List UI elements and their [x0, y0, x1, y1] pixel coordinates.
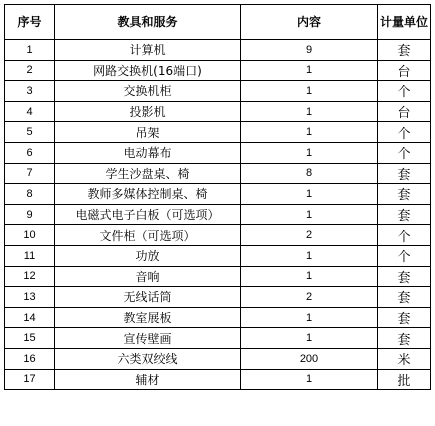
item-unit: 套 — [378, 40, 431, 61]
row-number: 2 — [5, 60, 55, 81]
item-quantity: 1 — [241, 369, 378, 390]
table-row — [5, 328, 431, 349]
item-quantity: 1 — [241, 245, 378, 266]
row-number: 15 — [5, 328, 55, 349]
row-number: 13 — [5, 287, 55, 308]
item-unit: 个 — [378, 142, 431, 163]
item-quantity: 1 — [241, 307, 378, 328]
table-row — [5, 81, 431, 102]
item-quantity: 1 — [241, 328, 378, 349]
table-row — [5, 40, 431, 61]
row-number: 7 — [5, 163, 55, 184]
item-quantity: 1 — [241, 142, 378, 163]
header-unit: 计量单位 — [378, 5, 431, 40]
row-number: 17 — [5, 369, 55, 390]
equipment-table — [4, 4, 431, 390]
item-name: 交换机柜 — [55, 81, 241, 102]
item-name: 学生沙盘桌、椅 — [55, 163, 241, 184]
item-name: 网路交换机(16端口) — [55, 60, 241, 81]
table-row — [5, 307, 431, 328]
table-row — [5, 163, 431, 184]
item-name: 无线话筒 — [55, 287, 241, 308]
item-name: 计算机 — [55, 40, 241, 61]
table-row — [5, 101, 431, 122]
item-quantity: 1 — [241, 60, 378, 81]
row-number: 9 — [5, 204, 55, 225]
row-number: 1 — [5, 40, 55, 61]
item-name: 辅材 — [55, 369, 241, 390]
item-unit: 套 — [378, 266, 431, 287]
item-unit: 个 — [378, 225, 431, 246]
row-number: 16 — [5, 348, 55, 369]
item-quantity: 1 — [241, 101, 378, 122]
header-no: 序号 — [5, 5, 55, 40]
item-name: 宣传壁画 — [55, 328, 241, 349]
item-unit: 套 — [378, 307, 431, 328]
table-body — [5, 40, 431, 390]
table-row — [5, 245, 431, 266]
table-row — [5, 266, 431, 287]
row-number: 8 — [5, 184, 55, 205]
item-name: 文件柜（可选项） — [55, 225, 241, 246]
item-name: 电动幕布 — [55, 142, 241, 163]
item-unit: 米 — [378, 348, 431, 369]
item-name: 教室展板 — [55, 307, 241, 328]
row-number: 11 — [5, 245, 55, 266]
table-row — [5, 204, 431, 225]
item-name: 吊架 — [55, 122, 241, 143]
item-unit: 个 — [378, 81, 431, 102]
table-row — [5, 369, 431, 390]
item-quantity: 8 — [241, 163, 378, 184]
row-number: 12 — [5, 266, 55, 287]
item-unit: 批 — [378, 369, 431, 390]
header-name: 教具和服务 — [55, 5, 241, 40]
item-quantity: 9 — [241, 40, 378, 61]
item-quantity: 1 — [241, 81, 378, 102]
table-row — [5, 287, 431, 308]
table-row — [5, 60, 431, 81]
item-unit: 套 — [378, 287, 431, 308]
table-row — [5, 184, 431, 205]
equipment-table-container — [4, 4, 430, 390]
table-header-row — [5, 5, 431, 40]
item-quantity: 1 — [241, 122, 378, 143]
item-unit: 个 — [378, 122, 431, 143]
item-unit: 套 — [378, 184, 431, 205]
item-quantity: 1 — [241, 266, 378, 287]
row-number: 4 — [5, 101, 55, 122]
table-row — [5, 225, 431, 246]
item-unit: 台 — [378, 60, 431, 81]
item-name: 功放 — [55, 245, 241, 266]
item-name: 教师多媒体控制桌、椅 — [55, 184, 241, 205]
row-number: 10 — [5, 225, 55, 246]
item-quantity: 2 — [241, 287, 378, 308]
item-unit: 套 — [378, 328, 431, 349]
item-name: 音响 — [55, 266, 241, 287]
item-quantity: 2 — [241, 225, 378, 246]
item-quantity: 1 — [241, 204, 378, 225]
row-number: 14 — [5, 307, 55, 328]
table-row — [5, 348, 431, 369]
row-number: 3 — [5, 81, 55, 102]
item-unit: 套 — [378, 163, 431, 184]
item-unit: 台 — [378, 101, 431, 122]
item-name: 六类双绞线 — [55, 348, 241, 369]
table-row — [5, 142, 431, 163]
header-qty: 内容 — [241, 5, 378, 40]
item-unit: 套 — [378, 204, 431, 225]
item-name: 电磁式电子白板（可选项） — [55, 204, 241, 225]
item-name: 投影机 — [55, 101, 241, 122]
item-unit: 个 — [378, 245, 431, 266]
row-number: 6 — [5, 142, 55, 163]
row-number: 5 — [5, 122, 55, 143]
item-quantity: 200 — [241, 348, 378, 369]
table-row — [5, 122, 431, 143]
item-quantity: 1 — [241, 184, 378, 205]
